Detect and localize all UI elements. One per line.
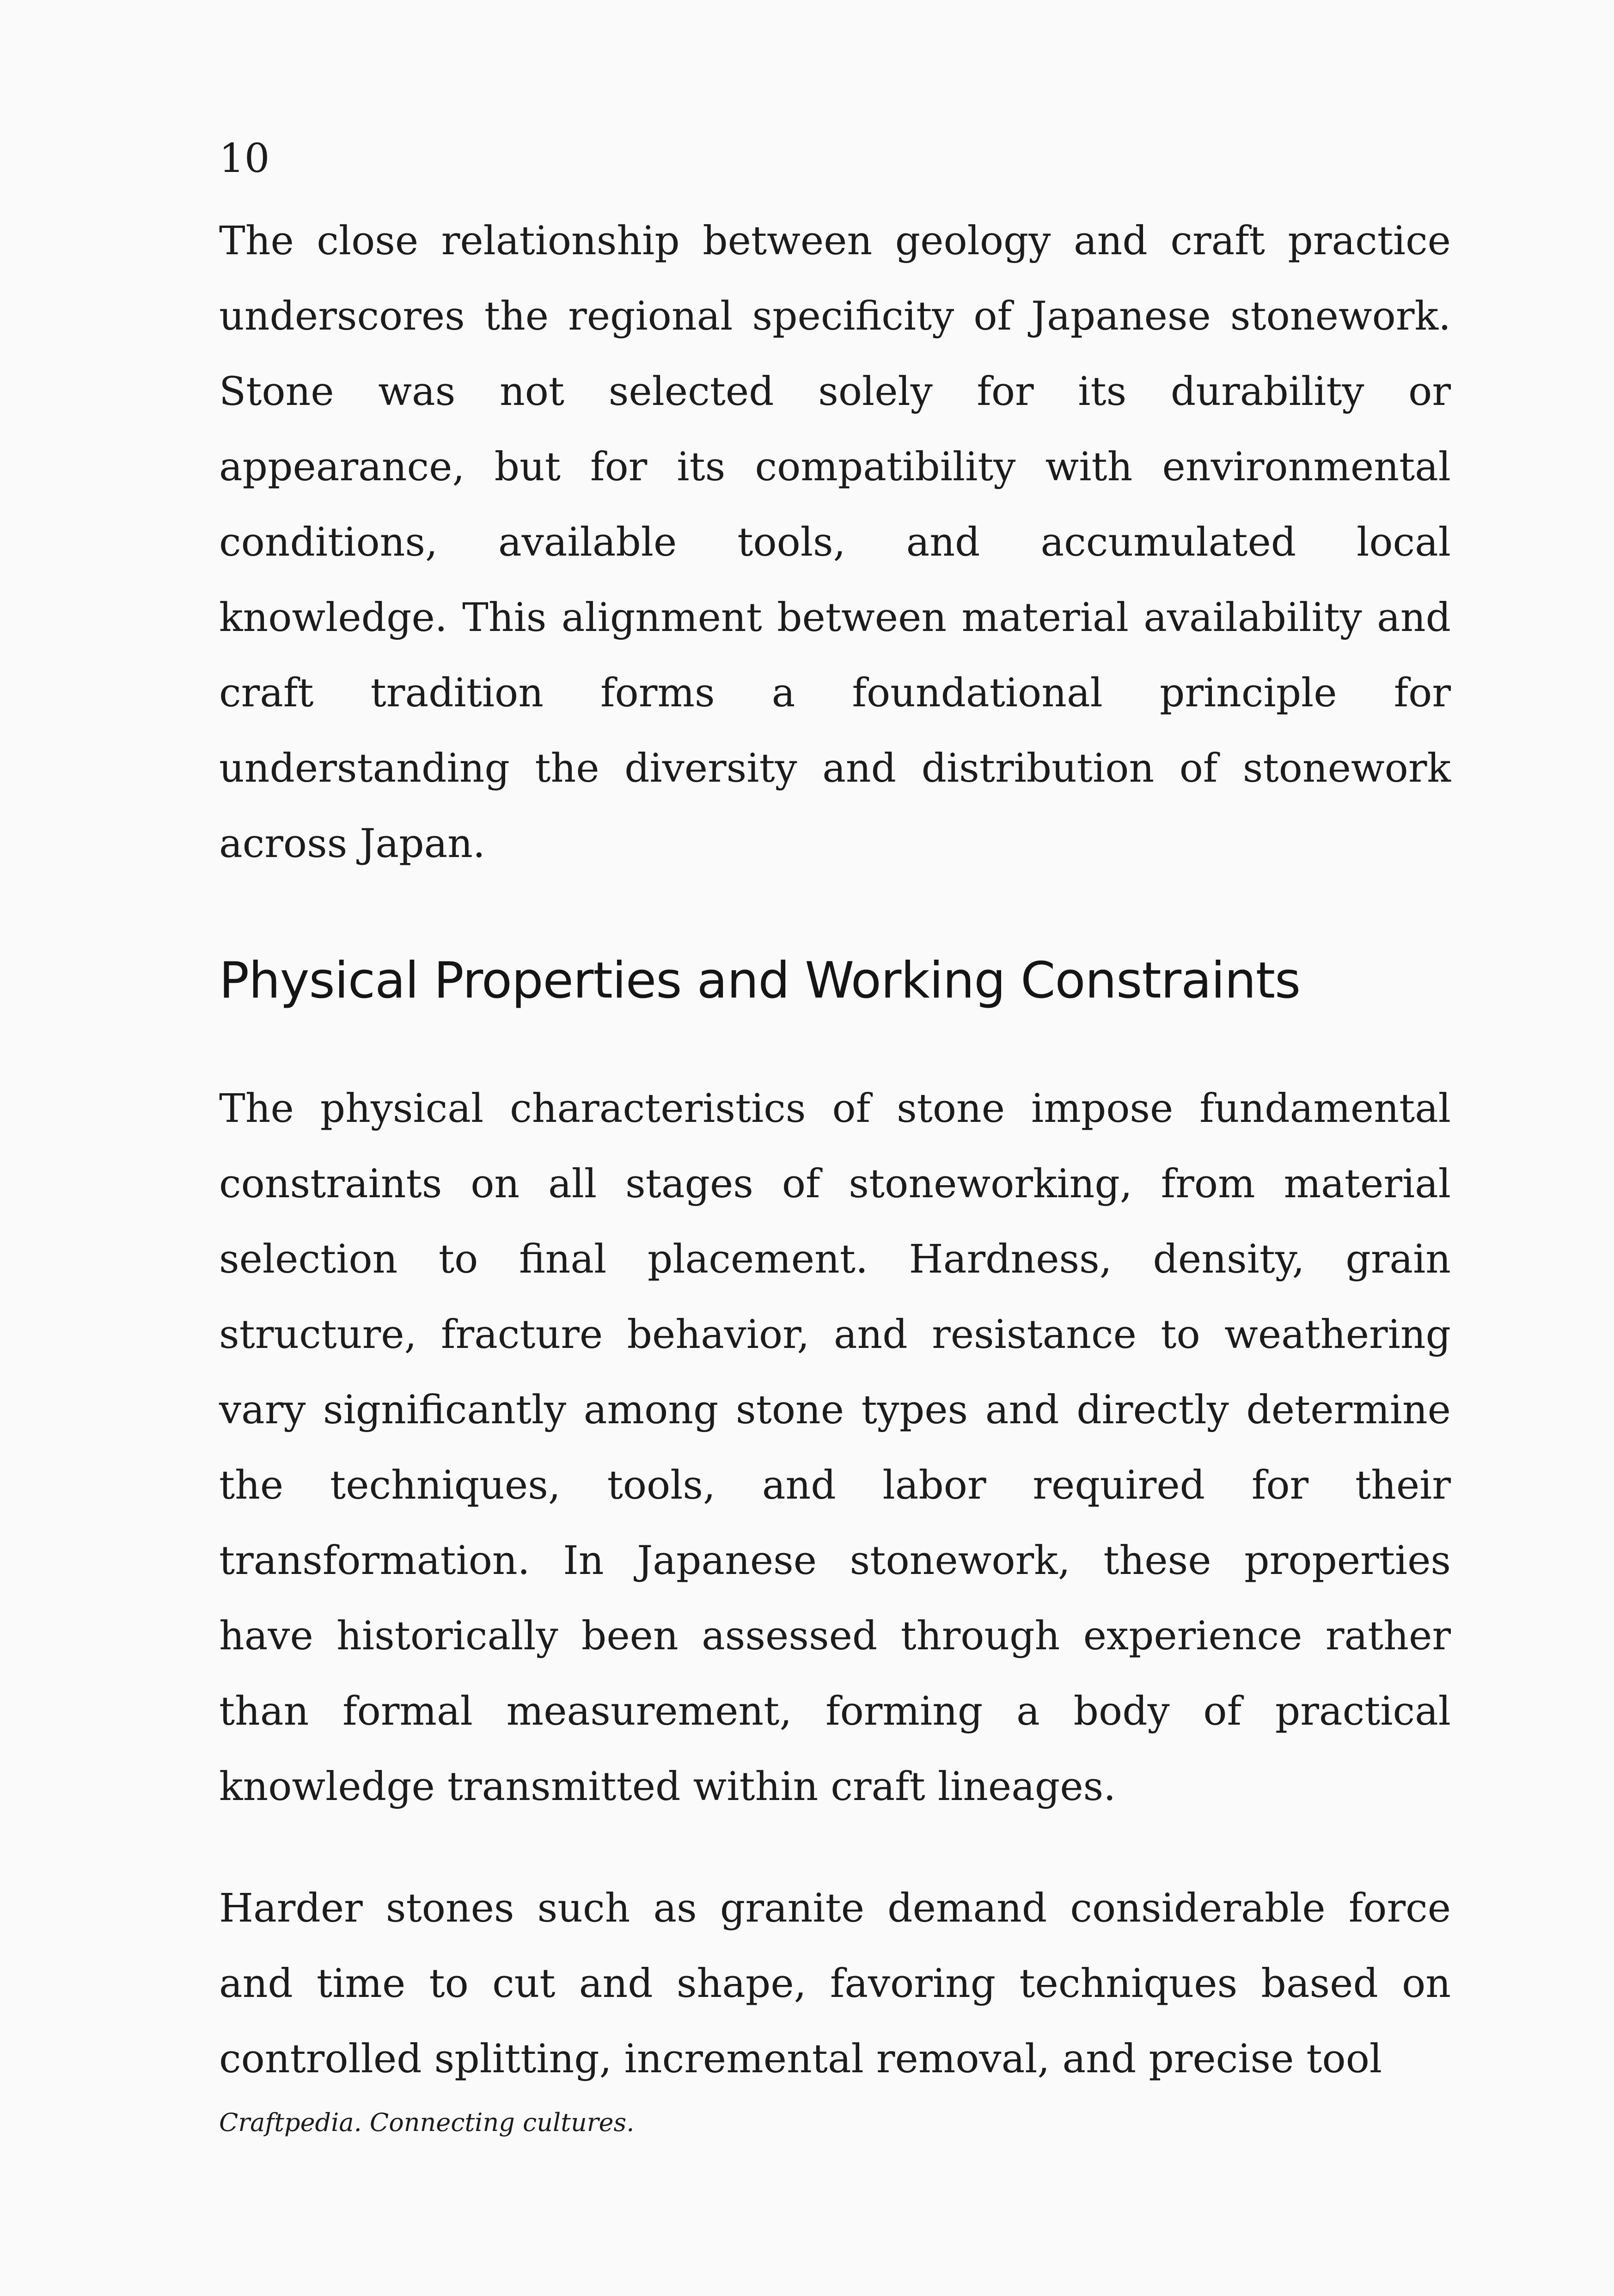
body-paragraph-1: The physical characteristics of stone impose fundamental constraints on all stages of stoneworking, from material selection to final placement. Hardness, density, grain structure, fracture behavior, and resistance to weathering vary significantly among stone types and directly determine the techniques, tools, and labor required for their transformation. In Japanese stonework, these properties have historically been assessed through experience rather than formal measurement, forming a body of practical knowledge transmitted within craft lineages. (219, 1085, 1451, 1810)
page-content (219, 203, 1451, 2097)
section-heading: Physical Properties and Working Constraints (219, 952, 1301, 1010)
page-footer: Craftpedia. Connecting cultures. (219, 2108, 635, 2137)
body-paragraph-2: Harder stones such as granite demand considerable force and time to cut and shape, favoring techniques based on controlled splitting, incremental removal, and precise tool (219, 1885, 1451, 2082)
page-number: 10 (219, 135, 270, 182)
intro-paragraph: The close relationship between geology and craft practice underscores the regional specificity of Japanese stonework. Stone was not selected solely for its durability or appearance, but for its compatibility with environmental conditions, available tools, and accumulated local knowledge. This alignment between material availability and craft tradition forms a foundational principle for understanding the diversity and distribution of stonework across Japan. (219, 218, 1451, 867)
